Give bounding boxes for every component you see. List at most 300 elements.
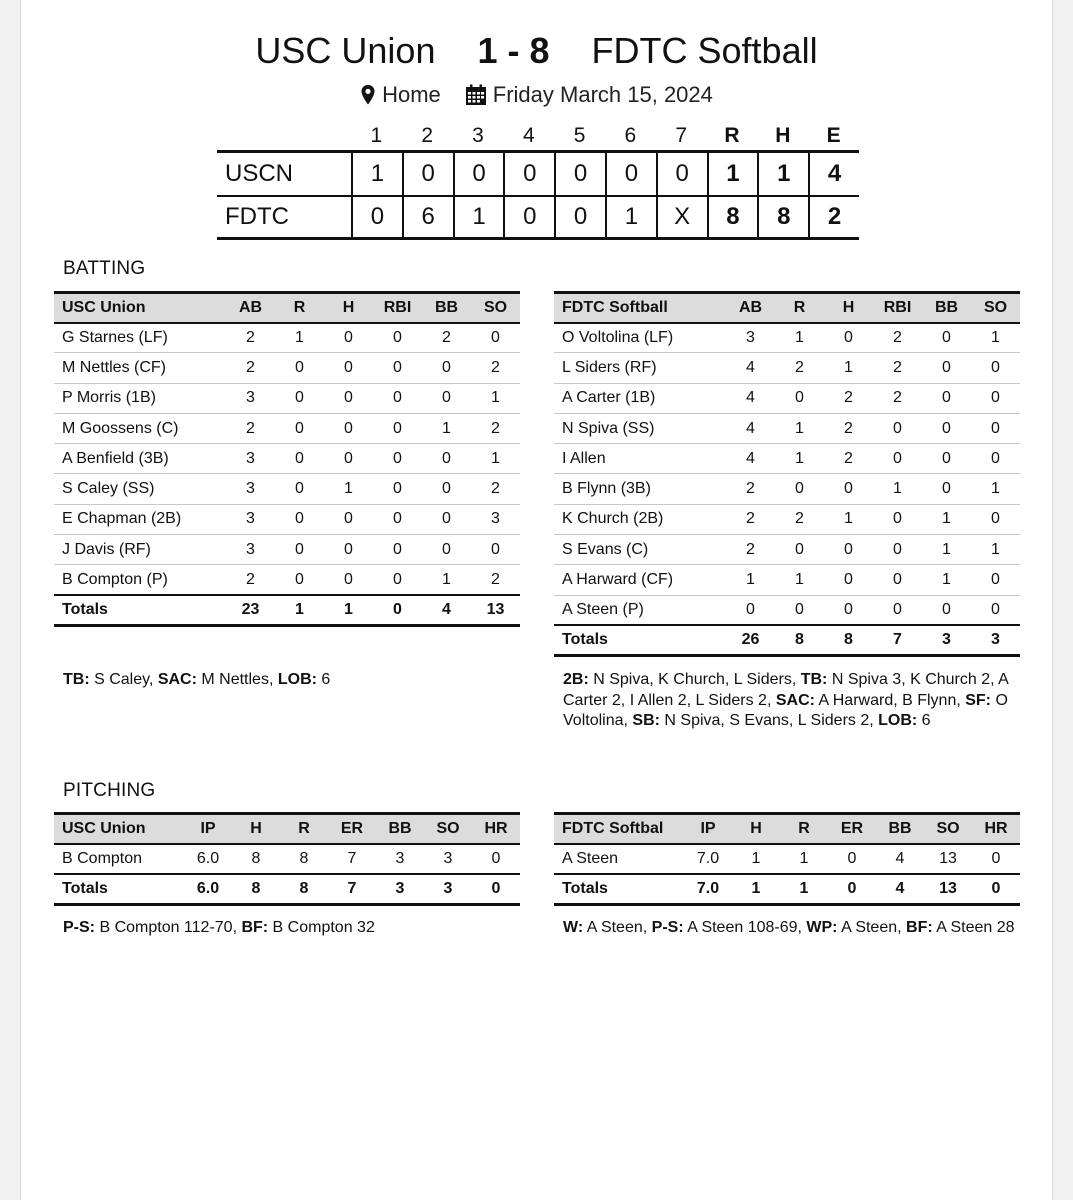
home-team-name: FDTC Softball	[591, 30, 818, 71]
stat-cell: 2	[775, 353, 824, 383]
stat-cell: 0	[471, 323, 520, 353]
player-name: M Nettles (CF)	[54, 353, 226, 383]
player-name: N Spiva (SS)	[554, 413, 726, 443]
stat-cell: 0	[324, 535, 373, 565]
calendar-icon	[465, 84, 487, 106]
pitching-table-home	[554, 812, 1020, 906]
stat-cell: 0	[275, 444, 324, 474]
stat-cell: 0	[275, 535, 324, 565]
stat-cell: 0	[873, 565, 922, 595]
note-text: B Compton 32	[268, 919, 375, 936]
stat-column-header: BB	[876, 814, 924, 844]
table-row	[554, 844, 1020, 874]
stat-cell: 1	[775, 444, 824, 474]
linescore-team: FDTC	[225, 203, 289, 230]
stat-cell: 0	[373, 444, 422, 474]
stat-cell: 3	[443, 849, 453, 867]
table-row	[554, 323, 1020, 353]
stat-cell: 4	[895, 849, 905, 867]
stat-cell: 0	[824, 565, 873, 595]
table-row	[54, 565, 520, 595]
note-text: B Compton 112-70,	[95, 919, 242, 936]
linescore-inning-cell: 0	[351, 197, 402, 237]
note-label: SF:	[965, 691, 992, 709]
stat-cell: 1	[922, 535, 971, 565]
stat-column-header: R	[275, 293, 324, 323]
stat-column-header: HR	[972, 814, 1020, 844]
stat-cell: 1	[275, 323, 324, 353]
stat-column-header: R	[780, 814, 828, 844]
totals-cell: 1	[324, 595, 373, 625]
totals-cell: 1	[780, 874, 828, 904]
note-text: 6	[316, 671, 331, 688]
note-label: SAC:	[775, 691, 815, 709]
totals-label: Totals	[554, 625, 726, 655]
linescore-total-cell: 1	[707, 153, 758, 195]
stat-column-header: HR	[472, 814, 520, 844]
stat-cell: 2	[726, 504, 775, 534]
totals-cell: 7	[873, 625, 922, 655]
stat-cell: 1	[824, 353, 873, 383]
stat-cell: 2	[226, 413, 275, 443]
stat-cell: 1	[726, 565, 775, 595]
stat-cell: 1	[324, 474, 373, 504]
box-score-sheet	[20, 0, 1053, 1200]
linescore-inning-cell: 1	[453, 197, 504, 237]
table-row	[54, 413, 520, 443]
table-header	[54, 293, 520, 323]
stat-cell: 4	[726, 383, 775, 413]
stat-cell: 0	[324, 383, 373, 413]
totals-cell: 7.0	[684, 874, 732, 904]
table-row	[554, 413, 1020, 443]
totals-cell: 3	[424, 874, 472, 904]
stat-cell: 2	[726, 535, 775, 565]
note-text: N Spiva 3, K Church 2, A Carter 2, I Allen 2, L Siders 2,	[563, 671, 1008, 709]
totals-label: Totals	[54, 595, 226, 625]
stat-column-header: SO	[471, 293, 520, 323]
stat-cell: 0	[922, 383, 971, 413]
stat-cell: 0	[422, 383, 471, 413]
table-row	[54, 323, 520, 353]
totals-cell: 0	[828, 874, 876, 904]
table-row	[554, 474, 1020, 504]
note-text: N Spiva, K Church, L Siders,	[588, 671, 801, 688]
table-row	[54, 844, 520, 874]
stat-column-header: H	[824, 293, 873, 323]
note-label: BF:	[906, 919, 933, 936]
stat-cell: 7	[347, 849, 357, 867]
note-label: WP:	[806, 919, 838, 936]
stat-cell: 0	[775, 474, 824, 504]
stat-cell: 0	[373, 353, 422, 383]
table-row	[554, 565, 1020, 595]
table-row	[554, 353, 1020, 383]
linescore-inning-cell: 0	[453, 153, 504, 195]
table-row	[554, 444, 1020, 474]
stat-cell: 1	[751, 849, 761, 867]
stat-column-header: AB	[726, 293, 775, 323]
table-body	[554, 844, 1020, 905]
stat-column-header: RBI	[873, 293, 922, 323]
totals-label: Totals	[554, 874, 684, 904]
stat-cell: 2	[775, 504, 824, 534]
table-row	[554, 595, 1020, 625]
totals-cell: 1	[732, 874, 780, 904]
stat-cell: 0	[991, 849, 1001, 867]
totals-cell: 7	[328, 874, 376, 904]
stat-cell: 1	[442, 570, 451, 588]
linescore-inning-cell: 1	[605, 197, 656, 237]
stat-cell: 4	[726, 413, 775, 443]
stat-cell: 2	[226, 353, 275, 383]
note-text: A Steen,	[583, 919, 652, 936]
player-name: P Morris (1B)	[54, 383, 226, 413]
totals-cell: 4	[422, 595, 471, 625]
stat-cell: 2	[246, 570, 255, 588]
table-header	[554, 293, 1020, 323]
stat-cell: 0	[275, 353, 324, 383]
note-label: P-S:	[651, 919, 684, 936]
stat-cell: 0	[275, 504, 324, 534]
pitching-notes-home	[563, 918, 1023, 939]
note-text: A Steen 28	[932, 919, 1015, 936]
linescore-team: USCN	[225, 160, 294, 187]
stat-column-header: H	[232, 814, 280, 844]
stat-column-header: BB	[922, 293, 971, 323]
linescore-row	[217, 195, 859, 237]
stat-cell: 0	[922, 474, 971, 504]
stat-cell: 0	[324, 504, 373, 534]
runs-header: R	[724, 123, 740, 147]
table-body	[554, 323, 1020, 656]
stat-column-header: R	[775, 293, 824, 323]
stat-cell: 0	[393, 570, 402, 588]
note-label: W:	[563, 919, 584, 936]
stat-cell: 1	[471, 444, 520, 474]
game-meta	[21, 82, 1052, 108]
stat-cell: 0	[324, 444, 373, 474]
stat-cell: 0	[824, 535, 873, 565]
note-label: BF:	[241, 919, 269, 936]
player-name: G Starnes (LF)	[54, 323, 226, 353]
linescore-inning-cell: 1	[351, 153, 402, 195]
linescore-total-cell: 8	[757, 197, 808, 237]
stat-cell: 0	[324, 323, 373, 353]
totals-cell: 26	[726, 625, 775, 655]
stat-cell: 0	[491, 849, 501, 867]
stat-cell: 13	[939, 849, 957, 867]
totals-cell: 13	[471, 595, 520, 625]
totals-cell: 8	[824, 625, 873, 655]
totals-cell: 0	[472, 874, 520, 904]
stat-cell: 3	[226, 504, 275, 534]
stat-cell: 1	[775, 323, 824, 353]
stat-cell: 2	[824, 383, 873, 413]
linescore-inning-cell: 0	[402, 153, 453, 195]
note-text: A Steen,	[837, 919, 907, 936]
stat-cell: 2	[226, 323, 275, 353]
stat-cell: 0	[824, 323, 873, 353]
stat-cell: 0	[971, 565, 1020, 595]
linescore-inning-cell: 0	[503, 197, 554, 237]
stat-cell: 3	[395, 849, 405, 867]
stat-cell: 0	[824, 474, 873, 504]
stat-cell: 0	[775, 383, 824, 413]
totals-cell: 3	[376, 874, 424, 904]
inning-header: 7	[675, 123, 688, 147]
note-label: P-S:	[63, 919, 95, 936]
stat-cell: 8	[251, 849, 261, 867]
totals-cell: 3	[971, 625, 1020, 655]
errors-header: E	[826, 123, 841, 147]
pitching-section-title: PITCHING	[63, 780, 156, 801]
stat-cell: 1	[873, 474, 922, 504]
stat-column-header: H	[324, 293, 373, 323]
team-column-header: USC Union	[54, 814, 184, 844]
stat-cell: 0	[971, 353, 1020, 383]
batting-notes-home	[563, 670, 1023, 732]
linescore-inning-cell: X	[656, 197, 707, 237]
player-name: A Carter (1B)	[554, 383, 726, 413]
stat-cell: 2	[824, 413, 873, 443]
stat-cell: 0	[873, 444, 922, 474]
pitching-notes-away	[63, 918, 503, 939]
header-row	[554, 293, 1020, 323]
hits-header: H	[775, 123, 791, 147]
stat-cell: 1	[799, 849, 809, 867]
totals-cell: 4	[876, 874, 924, 904]
totals-row	[554, 874, 1020, 904]
stat-column-header: SO	[924, 814, 972, 844]
stat-cell: 0	[422, 353, 471, 383]
pitching-table-away	[54, 812, 520, 906]
stat-column-header: IP	[184, 814, 232, 844]
game-date: Friday March 15, 2024	[492, 82, 713, 107]
stat-cell: 0	[295, 570, 304, 588]
player-name: E Chapman (2B)	[54, 504, 226, 534]
stat-cell: 1	[775, 413, 824, 443]
table-row	[54, 474, 520, 504]
team-column-header: FDTC Softbal	[554, 814, 684, 844]
stat-cell: 0	[471, 535, 520, 565]
stat-cell: 2	[471, 413, 520, 443]
note-text: O Voltolina,	[563, 691, 1008, 729]
totals-cell: 0	[373, 595, 422, 625]
table-row	[554, 504, 1020, 534]
stat-cell: 0	[991, 601, 1000, 619]
stat-cell: 2	[873, 353, 922, 383]
stat-cell: 2	[471, 353, 520, 383]
stat-cell: 2	[824, 444, 873, 474]
table-row	[54, 504, 520, 534]
stat-cell: 0	[275, 413, 324, 443]
totals-row	[54, 595, 520, 625]
note-label: 2B:	[563, 671, 589, 688]
stat-column-header: BB	[376, 814, 424, 844]
stat-column-header: ER	[828, 814, 876, 844]
totals-row	[554, 625, 1020, 655]
stat-cell: 0	[893, 601, 902, 619]
stat-cell: 0	[373, 504, 422, 534]
stat-cell: 2	[873, 323, 922, 353]
location-label: Home	[382, 82, 441, 107]
stat-cell: 0	[775, 535, 824, 565]
stat-cell: 0	[922, 413, 971, 443]
inning-header: 5	[573, 123, 586, 147]
totals-cell: 6.0	[184, 874, 232, 904]
linescore-inning-cell: 0	[554, 197, 605, 237]
player-name: L Siders (RF)	[554, 353, 726, 383]
header-row	[554, 814, 1020, 844]
linescore	[217, 121, 859, 240]
map-pin-icon	[360, 84, 376, 106]
linescore-total-cell: 4	[808, 153, 859, 195]
stat-cell: 0	[344, 570, 353, 588]
stat-column-header: H	[732, 814, 780, 844]
stat-cell: 7.0	[696, 849, 720, 867]
away-team-name: USC Union	[255, 30, 436, 71]
totals-label: Totals	[54, 874, 184, 904]
totals-cell: 1	[275, 595, 324, 625]
stat-cell: 4	[726, 353, 775, 383]
stat-cell: 0	[971, 444, 1020, 474]
stat-cell: 0	[844, 601, 853, 619]
stat-cell: 0	[324, 353, 373, 383]
stat-cell: 1	[422, 413, 471, 443]
stat-cell: 1	[922, 565, 971, 595]
table-row	[54, 535, 520, 565]
player-name: B Flynn (3B)	[554, 474, 726, 504]
player-name: K Church (2B)	[554, 504, 726, 534]
stat-cell: 0	[873, 535, 922, 565]
player-name: S Evans (C)	[554, 535, 726, 565]
batting-table-away	[54, 291, 520, 627]
stat-cell: 3	[226, 474, 275, 504]
stat-cell: 0	[275, 474, 324, 504]
stat-cell: 1	[922, 504, 971, 534]
stat-cell: 0	[324, 413, 373, 443]
totals-cell: 23	[226, 595, 275, 625]
stat-cell: 0	[847, 849, 857, 867]
linescore-body	[217, 150, 859, 240]
batting-section-title: BATTING	[63, 258, 146, 279]
stat-cell: 0	[422, 474, 471, 504]
note-text: S Caley,	[89, 671, 158, 688]
stat-cell: 2	[726, 474, 775, 504]
final-score: 1 - 8	[477, 30, 550, 71]
player-name: O Voltolina (LF)	[554, 323, 726, 353]
linescore-total-cell: 1	[757, 153, 808, 195]
stat-cell: 0	[971, 383, 1020, 413]
inning-header: 6	[624, 123, 637, 147]
note-label: LOB:	[277, 671, 317, 688]
stat-cell: 1	[471, 383, 520, 413]
table-header	[54, 814, 520, 844]
stat-cell: 1	[971, 474, 1020, 504]
stat-column-header: BB	[422, 293, 471, 323]
stat-cell: 8	[299, 849, 309, 867]
header-row	[54, 293, 520, 323]
inning-header: 4	[522, 123, 535, 147]
stat-cell: 0	[971, 504, 1020, 534]
stat-cell: 3	[471, 504, 520, 534]
stat-cell: 2	[422, 323, 471, 353]
stat-cell: 0	[971, 413, 1020, 443]
batting-notes-away	[63, 670, 503, 691]
stat-cell: 0	[746, 601, 755, 619]
stat-cell: 0	[422, 504, 471, 534]
stat-cell: 0	[873, 413, 922, 443]
header-row	[54, 814, 520, 844]
linescore-total-cell: 2	[808, 197, 859, 237]
stat-cell: 0	[922, 323, 971, 353]
stat-cell: 3	[226, 383, 275, 413]
stat-cell: 0	[275, 383, 324, 413]
table-header	[554, 814, 1020, 844]
note-text: 6	[917, 712, 931, 729]
stat-column-header: IP	[684, 814, 732, 844]
player-name: A Benfield (3B)	[54, 444, 226, 474]
stat-cell: 0	[795, 601, 804, 619]
stat-cell: 0	[922, 353, 971, 383]
stat-cell: 2	[471, 474, 520, 504]
totals-cell: 8	[280, 874, 328, 904]
stat-cell: 6.0	[196, 849, 220, 867]
stat-cell: 0	[942, 601, 951, 619]
player-name: I Allen	[554, 444, 726, 474]
player-name: A Harward (CF)	[554, 565, 726, 595]
totals-row	[54, 874, 520, 904]
stat-cell: 4	[726, 444, 775, 474]
inning-header: 2	[421, 123, 434, 147]
stat-cell: 0	[373, 413, 422, 443]
inning-header: 3	[472, 123, 484, 147]
stat-cell: 3	[226, 535, 275, 565]
table-row	[54, 353, 520, 383]
player-name: B Compton (P)	[62, 570, 168, 588]
note-label: TB:	[63, 671, 90, 688]
linescore-inning-cell: 0	[503, 153, 554, 195]
totals-cell: 8	[232, 874, 280, 904]
linescore-total-cell: 8	[707, 197, 758, 237]
team-column-header: USC Union	[54, 293, 226, 323]
stat-cell: 0	[422, 535, 471, 565]
totals-cell: 3	[922, 625, 971, 655]
note-text: A Harward, B Flynn,	[814, 691, 966, 709]
totals-cell: 13	[924, 874, 972, 904]
inning-header: 1	[370, 123, 383, 147]
stat-cell: 3	[226, 444, 275, 474]
totals-cell: 0	[972, 874, 1020, 904]
matchup-header	[21, 30, 1052, 72]
linescore-row	[217, 153, 859, 195]
linescore-inning-cell: 6	[402, 197, 453, 237]
player-name: A Steen	[562, 849, 619, 867]
stat-cell: 0	[373, 383, 422, 413]
stat-column-header: AB	[226, 293, 275, 323]
stat-cell: 1	[775, 565, 824, 595]
note-label: SB:	[632, 712, 660, 729]
stat-cell: 1	[971, 535, 1020, 565]
batting-table-home	[554, 291, 1020, 657]
player-name: J Davis (RF)	[54, 535, 226, 565]
table-row	[554, 535, 1020, 565]
stat-column-header: SO	[424, 814, 472, 844]
player-name: M Goossens (C)	[54, 413, 226, 443]
stat-column-header: RBI	[373, 293, 422, 323]
stat-cell: 0	[873, 504, 922, 534]
